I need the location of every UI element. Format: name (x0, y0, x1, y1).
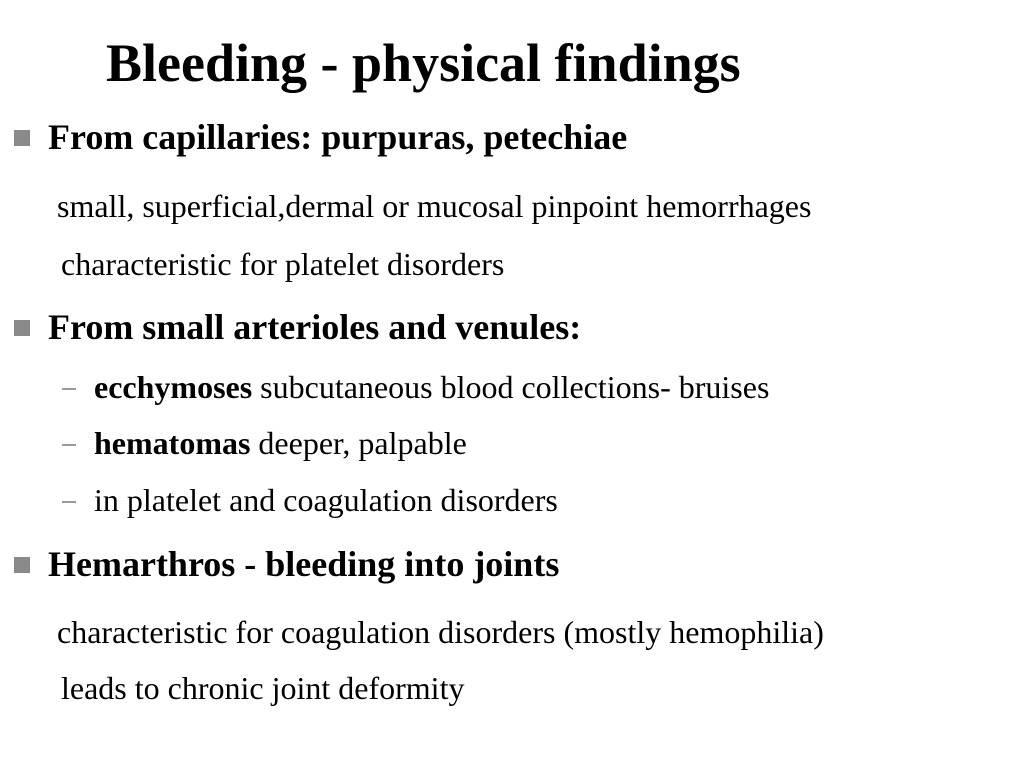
detail-line: characteristic for platelet disorders (61, 246, 505, 282)
sub-item-term: hematomas (94, 425, 251, 461)
detail-line: small, superficial,dermal or mucosal pinpoint hemorrhages (57, 188, 812, 224)
dash-bullet-icon (62, 388, 76, 390)
sub-item-text: deeper, palpable (250, 425, 467, 461)
sub-item-text: in platelet and coagulation disorders (94, 482, 558, 518)
dash-bullet-icon (62, 501, 76, 503)
sub-item-hematomas (62, 423, 467, 463)
sub-item-term: ecchymoses (94, 369, 253, 405)
detail-line: leads to chronic joint deformity (61, 670, 465, 706)
slide-title: Bleeding - physical findings (106, 33, 741, 93)
square-bullet-icon (14, 320, 30, 336)
bullet-item-capillaries (14, 115, 627, 159)
sub-item-platelet-coagulation (62, 480, 558, 520)
sub-item-text: subcutaneous blood collections- bruises (252, 369, 770, 405)
bullet-heading: From small arterioles and venules: (48, 307, 582, 347)
square-bullet-icon (14, 130, 30, 146)
bullet-heading: Hemarthros - bleeding into joints (48, 544, 560, 584)
bullet-item-hemarthros (14, 542, 559, 586)
sub-item-ecchymoses (62, 367, 769, 407)
detail-line: characteristic for coagulation disorders (mostly hemophilia) (57, 614, 824, 650)
dash-bullet-icon (62, 444, 76, 446)
bullet-item-arterioles-venules (14, 305, 581, 349)
square-bullet-icon (14, 557, 30, 573)
bullet-heading: From capillaries: purpuras, petechiae (48, 117, 628, 157)
